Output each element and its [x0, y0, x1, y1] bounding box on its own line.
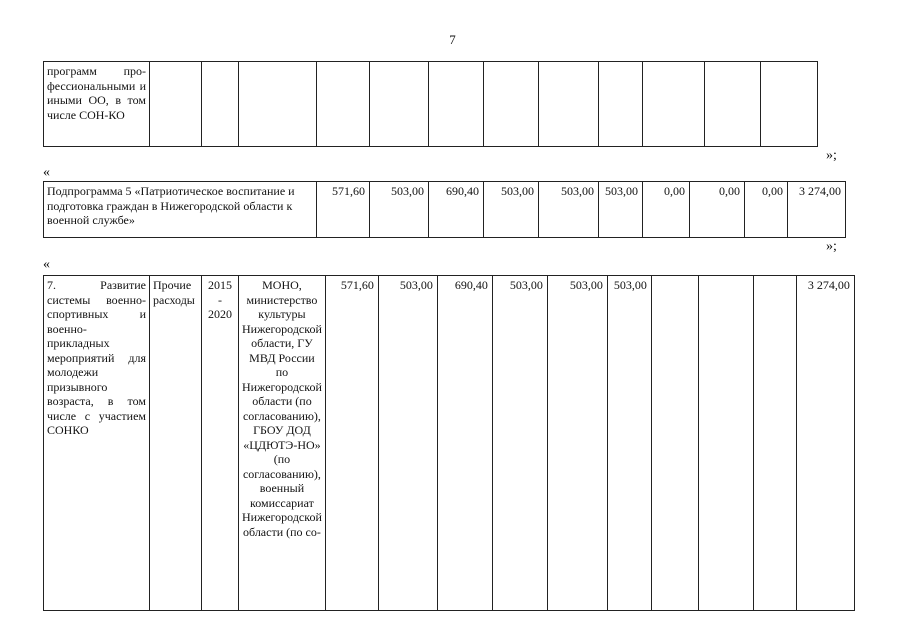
value-cell: 503,00	[484, 182, 539, 238]
measure-name-cell: 7. Развитие системы военно-спортивных и военно-прикладных мероприятий для молодежи призывного возраста, в том числе с участием СОНКО	[44, 276, 150, 611]
value-cell: 503,00	[378, 276, 437, 611]
period-cell: 2015 - 2020	[202, 276, 239, 611]
opening-quote-mark: «	[43, 257, 50, 272]
table-row	[44, 182, 846, 238]
table-row	[44, 62, 818, 147]
closing-quote-mark: »;	[826, 239, 837, 254]
table-fragment-continuation	[43, 61, 818, 147]
value-cell: 0,00	[643, 182, 690, 238]
value-cell: 0,00	[690, 182, 745, 238]
value-cell: 0,00	[745, 182, 788, 238]
value-cell: 571,60	[325, 276, 378, 611]
subprogram-title: Подпрограмма 5 «Патриотическое воспитание и подготовка граждан в Нижегородской области к военной службе»	[44, 182, 317, 238]
value-cell: 503,00	[547, 276, 607, 611]
value-cell: 503,00	[370, 182, 429, 238]
value-cell: 503,00	[492, 276, 547, 611]
value-cell: 503,00	[539, 182, 599, 238]
table-subprogram	[43, 181, 846, 238]
measure-name-cell: программ про-фессиональными и иными ОО, в том числе СОН-КО	[44, 62, 150, 147]
value-cell	[753, 276, 796, 611]
value-cell: 503,00	[599, 182, 643, 238]
expense-type-cell: Прочие расходы	[150, 276, 202, 611]
opening-quote-mark: «	[43, 165, 50, 180]
value-cell: 503,00	[607, 276, 651, 611]
executors-cell: МОНО, министерство культуры Нижегородской области, ГУ МВД России по Нижегородской области (по согласованию), ГБОУ ДОД «ЦДЮТЭ-НО» (по согласованию), военный комиссариат Нижегородской области (по со-	[239, 276, 326, 611]
value-cell: 690,40	[437, 276, 492, 611]
closing-quote-mark: »;	[826, 148, 837, 163]
page-number: 7	[449, 32, 456, 47]
table-row	[44, 276, 855, 611]
table-item-7	[43, 275, 855, 611]
value-cell	[698, 276, 753, 611]
total-cell: 3 274,00	[788, 182, 846, 238]
value-cell: 571,60	[317, 182, 370, 238]
total-cell: 3 274,00	[796, 276, 854, 611]
value-cell: 690,40	[429, 182, 484, 238]
value-cell	[651, 276, 698, 611]
